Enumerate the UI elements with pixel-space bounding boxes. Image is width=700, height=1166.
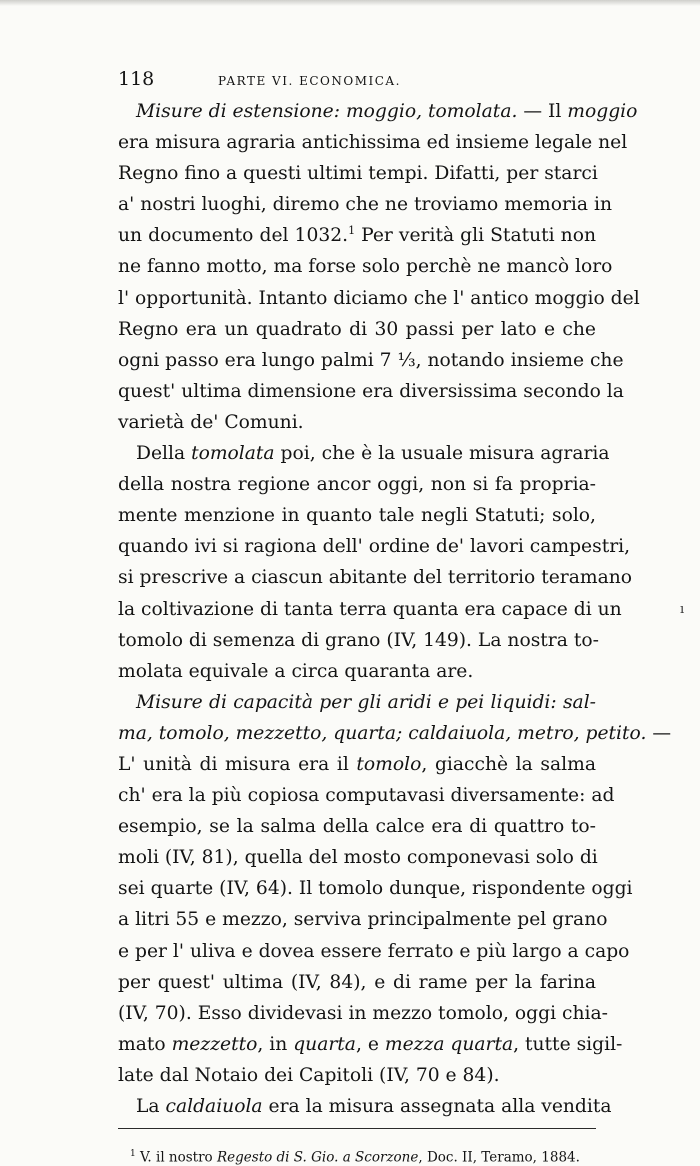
text-line: Regno era un quadrato di 30 passi per lato e che bbox=[118, 318, 596, 340]
text-line: esempio, se la salma della calce era di quattro to- bbox=[118, 816, 596, 838]
text-line: e per l' uliva e dovea essere ferrato e più largo a capo bbox=[118, 940, 630, 962]
page-number: 118 bbox=[118, 68, 155, 90]
text-line: Misure di estensione: moggio, tomolata. — Il moggio bbox=[136, 101, 638, 122]
text-line: della nostra regione ancor oggi, non si fa propria- bbox=[118, 474, 596, 496]
text-line: a litri 55 e mezzo, serviva principalmente pel grano bbox=[118, 909, 608, 931]
section-heading: Misure di capacità per gli aridi e pei liquidi: sal- bbox=[136, 691, 596, 713]
section-heading: Misure di estensione: moggio, tomolata. bbox=[136, 101, 518, 122]
running-title: PARTE VI. ECONOMICA. bbox=[218, 74, 401, 88]
text-line: quest' ultima dimensione era diversissima secondo la bbox=[118, 380, 624, 402]
text-line: tomolo di semenza di grano (IV, 149). La nostra to- bbox=[118, 629, 599, 651]
book-page bbox=[118, 68, 672, 1166]
footnote: $^1$ V. il nostro Regesto di S. Gio. a Scorzone, Doc. II, Teramo, 1884. bbox=[130, 1149, 580, 1166]
text-line: varietà de' Comuni. bbox=[118, 411, 304, 433]
text-line: ogni passo era lungo palmi 7 ⅓, notando insieme che bbox=[118, 349, 624, 371]
text-line: Della tomolata poi, che è la usuale misura agraria bbox=[136, 443, 610, 465]
text-line: un documento del 1032.$^1$ Per verità gli Statuti non bbox=[118, 224, 597, 247]
text-line: ne fanno motto, ma forse solo perchè ne mancò loro bbox=[118, 256, 613, 278]
text-line: sei quarte (IV, 64). Il tomolo dunque, rispondente oggi bbox=[118, 878, 633, 900]
text-line: l' opportunità. Intanto diciamo che l' antico moggio del bbox=[118, 287, 640, 309]
text-line: quando ivi si ragiona dell' ordine de' lavori campestri, bbox=[118, 536, 631, 558]
body-text bbox=[118, 96, 672, 1122]
text-line: ch' era la più copiosa computavasi diversamente: ad bbox=[118, 785, 615, 807]
footnote-reference: 1 bbox=[348, 224, 356, 238]
text-line: (IV, 70). Esso dividevasi in mezzo tomolo, oggi chia- bbox=[118, 1002, 608, 1024]
text-line: la coltivazione di tanta terra quanta era capace di un bbox=[118, 598, 622, 620]
text-line: si prescrive a ciascun abitante del territorio teramano bbox=[118, 567, 632, 589]
footnote-divider bbox=[118, 1128, 596, 1129]
text-line: per quest' ultima (IV, 84), e di rame per la farina bbox=[118, 971, 596, 993]
text-line: ma, tomolo, mezzetto, quarta; caldaiuola, metro, petito. — bbox=[118, 722, 672, 744]
page-header bbox=[118, 68, 596, 96]
text-line: era misura agraria antichissima ed insieme legale nel bbox=[118, 132, 628, 154]
text-line: molata equivale a circa quaranta are. bbox=[118, 660, 474, 682]
text-line: mente menzione in quanto tale negli Statuti; solo, bbox=[118, 505, 596, 527]
text-line: L' unità di misura era il tomolo, giacchè la salma bbox=[118, 753, 596, 775]
text-line: a' nostri luoghi, diremo che ne troviamo memoria in bbox=[118, 194, 612, 216]
text-line: late dal Notaio dei Capitoli (IV, 70 e 84). bbox=[118, 1064, 500, 1086]
page-top-edge bbox=[0, 0, 700, 6]
text-line: mato mezzetto, in quarta, e mezza quarta, tutte sigil- bbox=[118, 1033, 623, 1055]
text-line: Regno fino a questi ultimi tempi. Difatti, per starci bbox=[118, 163, 598, 185]
text-line: moli (IV, 81), quella del mosto componevasi solo di bbox=[118, 847, 598, 869]
margin-mark: ı bbox=[680, 602, 685, 617]
footnote-marker: 1 bbox=[130, 1149, 136, 1160]
text-line: La caldaiuola era la misura assegnata alla vendita bbox=[136, 1096, 612, 1117]
